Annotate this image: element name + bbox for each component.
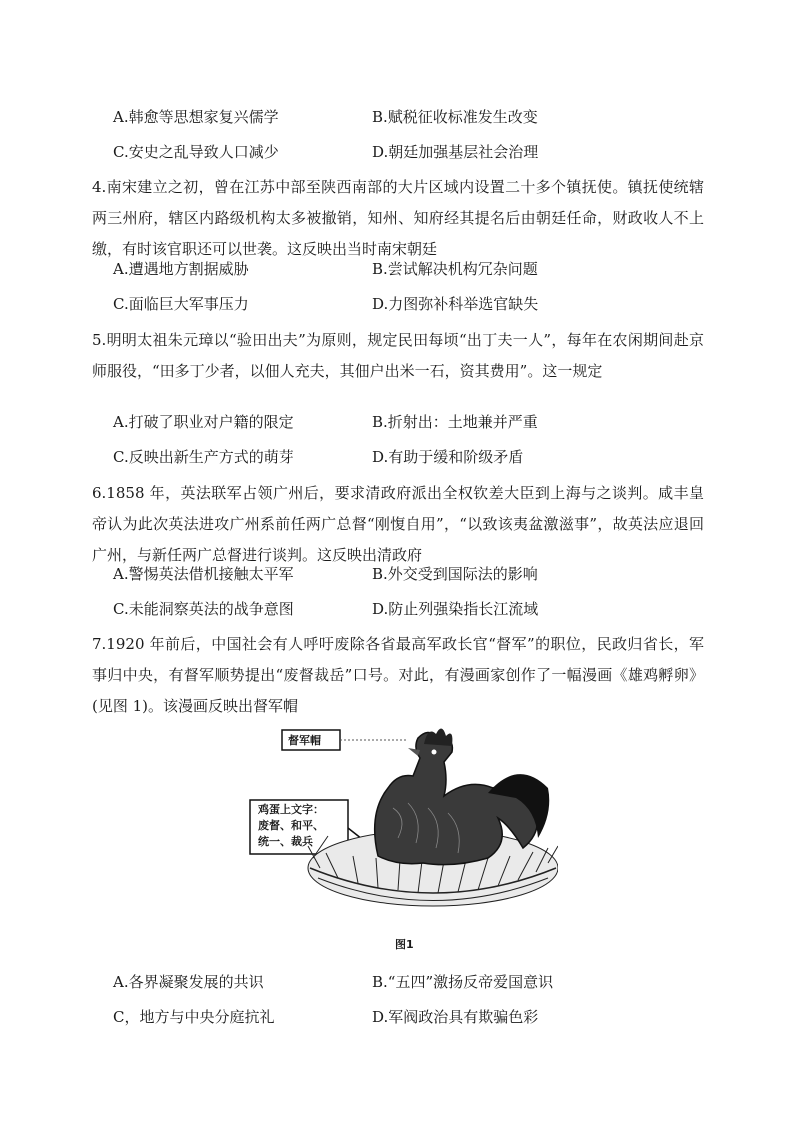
q5-stem: 5.明明太祖朱元璋以“验田出夫”为原则，规定民田每顷“出丁夫一人”，每年在农闲期间赴京师服役，“田多丁少者，以佃人充夫，其佃户出米一石，资其费用”。这一规定 [92, 331, 704, 380]
egg-label-title: 鸡蛋上文字： [258, 803, 324, 816]
q6-option-d: D.防止列强染指长江流域 [372, 600, 539, 618]
egg-label-line2: 统一、裁兵 [258, 835, 313, 848]
rooster-cartoon-figure [248, 718, 558, 954]
egg-label [258, 802, 324, 850]
q4-option-c: C.面临巨大军事压力 [113, 295, 249, 313]
q6-stem: 6.1858 年，英法联军占领广州后，要求清政府派出全权钦差大臣到上海与之谈判。咸丰皇帝认为此次英法进攻广州系前任两广总督“刚愎自用”，“以致该夷盆激滋事”，故英法应退回广州，与新任两广总督进行谈判。这反映出清政府 [92, 484, 704, 564]
q7-option-b: B.“五四”激扬反帝爱国意识 [372, 973, 554, 991]
figure-caption: 图1 [395, 938, 414, 951]
q4-option-b: B.尝试解决机构冗杂问题 [372, 260, 538, 278]
q4-option-d: D.力图弥补科举选官缺失 [372, 295, 539, 313]
q3-option-c: C.安史之乱导致人口减少 [113, 143, 279, 161]
egg-label-line1: 废督、和平、 [258, 819, 324, 832]
q3-option-b: B.赋税征收标准发生改变 [372, 108, 538, 126]
q3-option-a: A.韩愈等思想家复兴儒学 [113, 108, 279, 126]
q6-option-b: B.外交受到国际法的影响 [372, 565, 538, 583]
q7-option-c: C，地方与中央分庭抗礼 [113, 1008, 275, 1026]
q6-option-a: A.警惕英法借机接触太平军 [113, 565, 294, 583]
q7-option-a: A.各界凝聚发展的共识 [113, 973, 264, 991]
q5-option-c: C.反映出新生产方式的萌芽 [113, 448, 294, 466]
hat-label: 督军帽 [288, 734, 321, 747]
q5-option-b: B.折射出：土地兼并严重 [372, 413, 538, 431]
q3-option-d: D.朝廷加强基层社会治理 [372, 143, 539, 161]
q7-option-d: D.军阀政治具有欺骗色彩 [372, 1008, 539, 1026]
q5-option-d: D.有助于缓和阶级矛盾 [372, 448, 524, 466]
q7-stem: 7.1920 年前后，中国社会有人呼吁废除各省最高军政长官“督军”的职位，民政归省长，军事归中央，有督军顺势提出“废督裁岳”口号。对此，有漫画家创作了一幅漫画《雄鸡孵卵》(见图 1)。该漫画反映出督军帽 [92, 635, 704, 715]
q6-option-c: C.未能洞察英法的战争意图 [113, 600, 294, 618]
q4-stem: 4.南宋建立之初，曾在江苏中部至陕西南部的大片区域内设置二十多个镇抚使。镇抚使统辖两三州府，辖区内路级机构太多被撤销，知州、知府经其提名后由朝廷任命，财政收人不上缴，有时该官职还可以世袭。这反映出当时南宋朝廷 [92, 178, 704, 258]
q5-option-a: A.打破了职业对户籍的限定 [113, 413, 294, 431]
q4-option-a: A.遭遇地方割据威胁 [113, 260, 249, 278]
